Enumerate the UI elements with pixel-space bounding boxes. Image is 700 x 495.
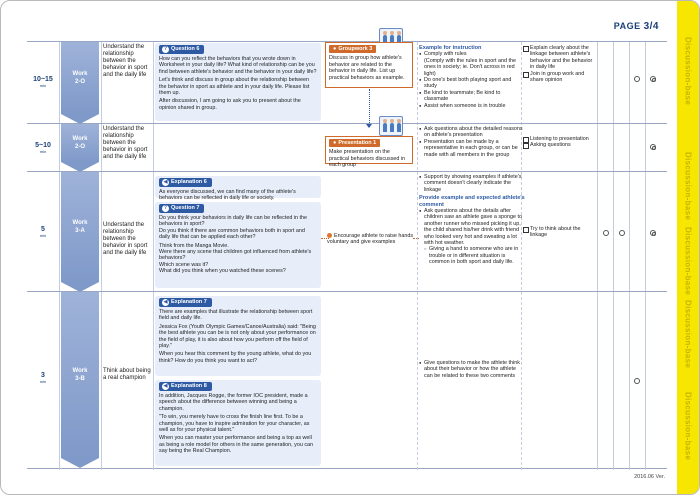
work-step: Work 2-O — [61, 42, 99, 114]
explanation-label: ◀ Explanation 7 — [159, 298, 212, 307]
evaluation-double-circle — [650, 144, 656, 150]
explanation-text: Jessica Fox (Youth Olympic Games/Canoe/Australia) said: "Being the best athlete you can be is not only about your performance on the field of play, it is also about how you perform off the field of play." — [159, 323, 316, 350]
question-text: Do you think your behaviors in daily life can be reflected in the behaviors in sport? — [159, 215, 308, 228]
encourage-note: Encourage athlete to raise hands voluntary and give examples — [327, 233, 414, 246]
minutes-label: 5 min — [39, 226, 47, 238]
evaluation-circle — [603, 230, 609, 236]
question-text: Let's think and discuss in group about the relationship between the behavior in sport as athlete and in your daily life. Please list them up. — [159, 77, 310, 97]
explanation-text: As everyone discussed, we can find many of the athlete's behaviors can be reflected in daily life or society. — [159, 189, 296, 202]
question-icon: ? — [163, 46, 168, 52]
instruction-notes: ● Ask questions about the detailed reasons on athlete's presentation ● Presentation can be made by a representative in each group, or can be made with all members in the group — [419, 126, 525, 158]
question-text: Think from the Manga Movie. — [159, 242, 229, 249]
activity-text: Understand the relationship between the behavior in sport and the daily life — [103, 222, 148, 256]
question-box — [155, 202, 321, 288]
work-step: Work 3-A — [61, 172, 99, 282]
presentation-text: Make presentation on the practical behaviors discussed in each group — [329, 149, 406, 169]
minutes-label: 10~15 min — [33, 76, 53, 88]
arrow-down-icon — [366, 124, 372, 128]
work-step: Work 3-B — [61, 292, 99, 458]
side-tab[interactable]: Discussion-base — [683, 36, 693, 106]
evaluation-circle — [634, 378, 640, 384]
groupwork-text: Discuss in group how athlete's behavior are related to the behavior in daily life. List up practical behaviors as example. — [329, 55, 405, 81]
work-arrow — [61, 114, 99, 124]
presentation-people-icon — [379, 116, 403, 136]
work-arrow — [61, 162, 99, 172]
activity-text: Think about being a real champion — [103, 368, 151, 381]
question-text: Were there any scene that children got influenced from athlete's behaviors? — [159, 249, 312, 262]
evaluation-notes: Try to think about the linkage — [523, 226, 593, 239]
minutes-label: 3 min — [39, 372, 47, 384]
explanation-text: In addition, Jacques Rogge, the former IOC president, made a speech about the difference between winning and being a champion. — [159, 393, 308, 412]
question-box — [155, 43, 321, 121]
explanation-text: When you hear this comment by the young athlete, what do you think? How do you think you want to act? — [159, 351, 312, 364]
side-tab-strip — [677, 1, 699, 495]
evaluation-notes: Explain clearly about the linkage between athlete's behavior and the behavior in daily life Join in group work and share opinion — [523, 45, 593, 83]
explanation-label: ◀ Explanation 6 — [159, 178, 212, 187]
work-arrow — [61, 458, 99, 468]
explanation-text: "To win, you merely have to cross the finish line first. To be a champion, you have to inspire admiration for your character, as well as for your physical talent." — [159, 414, 310, 434]
side-tab[interactable]: Discussion-base — [683, 299, 693, 369]
question-text: How can you reflect the behaviors that you wrote down in Worksheet in your daily life? What kind of relationship can be you find between athlete's behavior and the behavior in your daily life? — [159, 56, 317, 75]
side-tab[interactable]: Discussion-base — [683, 151, 693, 221]
presentation-box — [325, 136, 413, 169]
question-icon: ? — [163, 205, 168, 211]
connector-line — [369, 89, 370, 127]
explanation-box — [155, 296, 321, 376]
question-text: What did you think when you watched these scenes? — [159, 268, 286, 275]
instruction-notes: Example for instruction ● Comply with rules (Comply with the rules in sport and the ones in society; ie. Don't across in red light) ● Do one's best both playing sport and study ● Be kind to teammate; Be kind to classmate ● Assist when someone is in trouble — [419, 45, 525, 109]
evaluation-circle — [619, 230, 625, 236]
presentation-label: ● Presentation 1 — [329, 139, 380, 147]
side-tab[interactable]: Discussion-base — [683, 391, 693, 461]
orange-dot-icon — [327, 233, 332, 238]
activity-text: Understand the relationship between the behavior in sport and the daily life — [103, 126, 148, 160]
evaluation-circle — [634, 76, 640, 82]
instruction-notes: ● Support by showing examples if athlete's comment doesn't clearly indicate the linkage Provide example and expected athlete's comment ● Ask questions about the details after children saw an athlete gave a sponge to another runner who missed picking it up, the child shared his/her drink with friend who looked very hot and sweating a lot with hot weather. ○ Giving a hand to someone who are in trouble or in different situation is common in both sport and daily life. — [419, 174, 525, 266]
activity-text: Understand the relationship between the behavior in sport and the daily life — [103, 44, 148, 78]
evaluation-double-circle — [650, 76, 656, 82]
minutes-label: 5~10 min — [35, 142, 51, 154]
question-label: ? Question 7 — [159, 204, 204, 213]
lesson-plan-table — [27, 41, 667, 469]
work-arrow — [61, 282, 99, 292]
version-label: 2016.06 Ver. — [634, 474, 665, 480]
instruction-notes: ● Give questions to make the athlete think about their behavior or how the athlete can be related to these two comments — [419, 360, 525, 379]
question-text: Which scene was it? — [159, 261, 209, 268]
question-label: ? Question 6 — [159, 45, 204, 54]
groupwork-box — [325, 42, 413, 88]
evaluation-double-circle — [650, 230, 656, 236]
groupwork-label: ● Groupwork 3 — [329, 45, 376, 53]
speaker-icon: ◀ — [163, 299, 168, 305]
question-text: Do you think if there are common behaviors both in sport and daily life that can be applied each other? — [159, 227, 305, 241]
evaluation-notes: Listening to presentation Asking questions — [523, 136, 593, 149]
page-number: PAGE 3/4 — [613, 21, 659, 32]
work-step: Work 2-O — [61, 124, 99, 162]
side-tab[interactable]: Discussion-base — [683, 226, 693, 296]
explanation-text: There are examples that illustrate the relationship between sport field and daily life. — [159, 309, 313, 322]
explanation-box — [155, 380, 321, 466]
explanation-text: When you can master your performance and being a top as well as being a role model for others in the same generation, you can say being the Real Champion. — [159, 435, 314, 455]
explanation-box — [155, 176, 321, 202]
speaker-icon: ◀ — [163, 179, 168, 185]
question-text: After discussion, I am going to ask you to present about the opinion shared in group. — [159, 98, 301, 111]
explanation-label: ◀ Explanation 8 — [159, 382, 212, 391]
speaker-icon: ◀ — [163, 383, 168, 389]
